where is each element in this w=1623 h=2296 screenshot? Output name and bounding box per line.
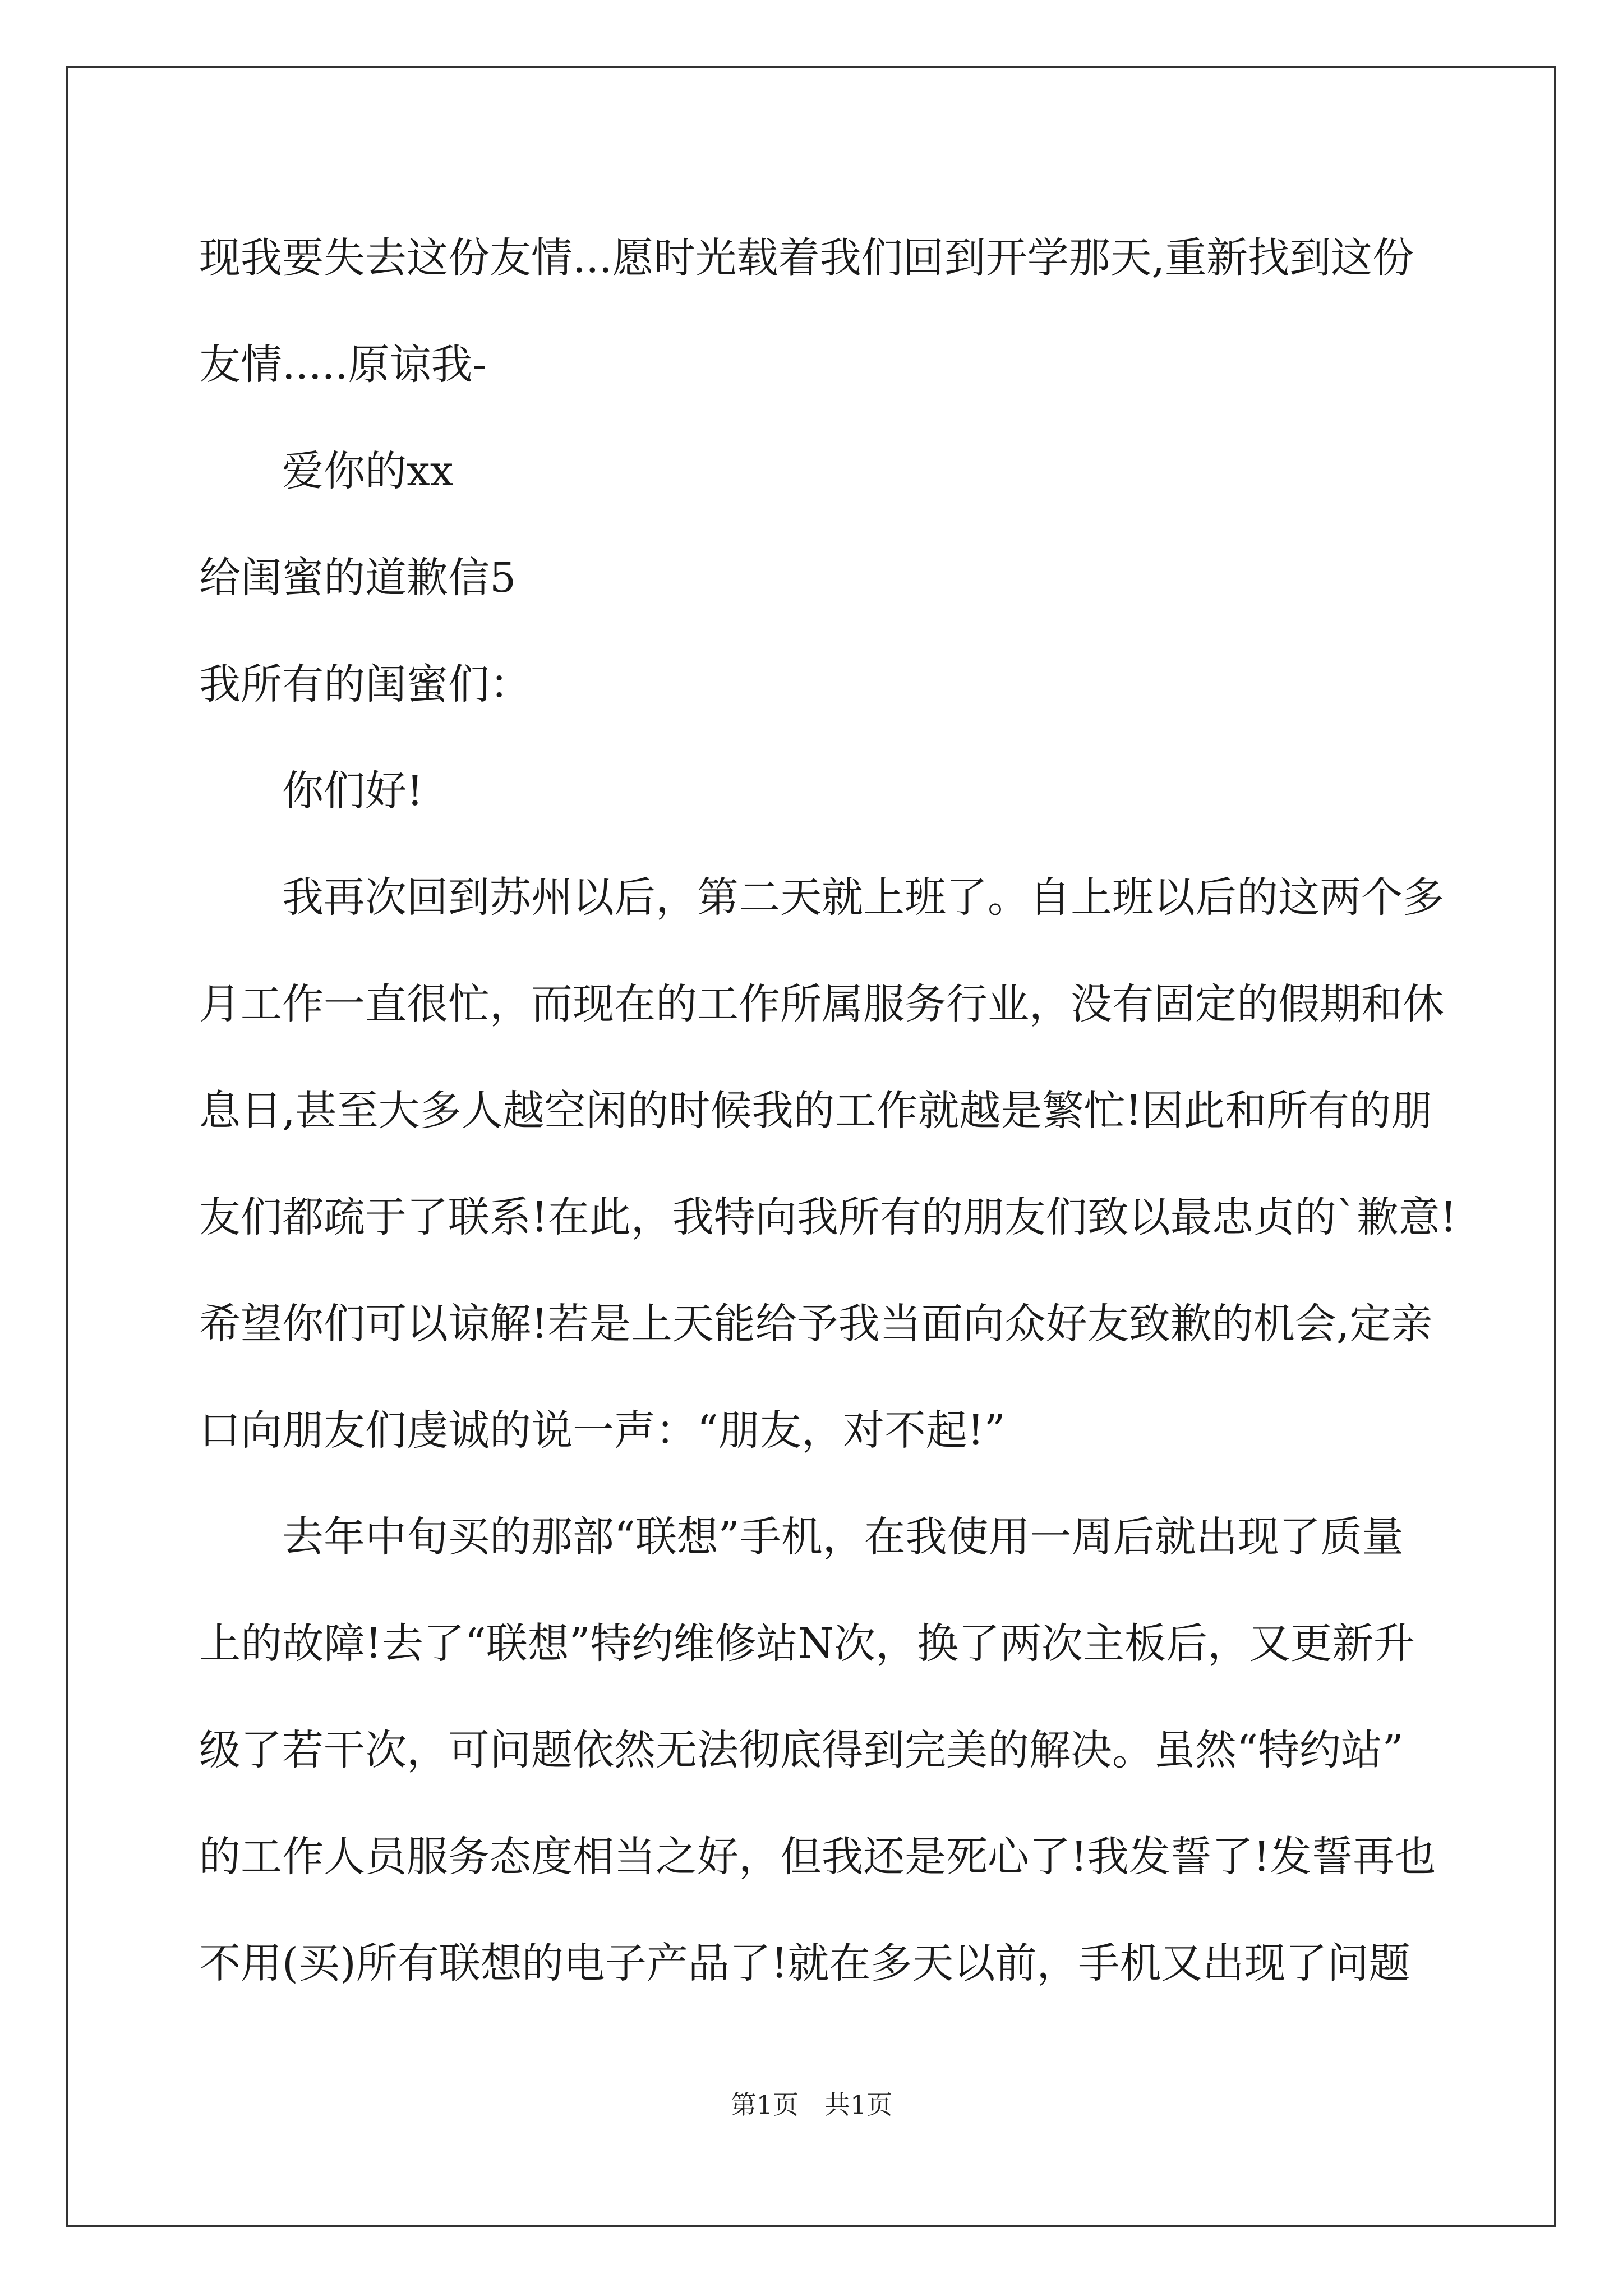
- text-line: 的工作人员服务态度相当之好，但我还是死心了!我发誓了!发誓再也: [199, 1833, 1436, 1881]
- greeting: 你们好!: [282, 767, 423, 815]
- page-number-footer: 第1页 共1页: [730, 2090, 893, 2120]
- text-line: 级了若干次，可问题依然无法彻底得到完美的解决。虽然“特约站”: [199, 1726, 1404, 1774]
- text-line: 我再次回到苏州以后，第二天就上班了。自上班以后的这两个多: [282, 873, 1444, 922]
- letter-title: 给闺蜜的道歉信5: [199, 554, 517, 602]
- text-line: 现我要失去这份友情...愿时光载着我们回到开学那天,重新找到这份: [199, 234, 1414, 282]
- text-line: 去年中旬买的那部“联想”手机，在我使用一周后就出现了质量: [282, 1513, 1404, 1561]
- text-line: 息日,甚至大多人越空闲的时候我的工作就越是繁忙!因此和所有的朋: [199, 1087, 1433, 1135]
- text-line: 友们都疏于了联系!在此，我特向我所有的朋友们致以最忠贞的`歉意!: [199, 1193, 1457, 1241]
- signature-line: 爱你的xx: [282, 447, 454, 495]
- salutation: 我所有的闺蜜们：: [199, 660, 531, 708]
- text-line: 口向朋友们虔诚的说一声：“朋友，对不起!”: [199, 1406, 1006, 1455]
- text-line: 月工作一直很忙，而现在的工作所属服务行业，没有固定的假期和休: [199, 980, 1444, 1028]
- text-line: 不用(买)所有联想的电子产品了!就在多天以前，手机又出现了问题: [199, 1939, 1410, 1987]
- text-line: 希望你们可以谅解!若是上天能给予我当面向众好友致歉的机会,定亲: [199, 1300, 1433, 1348]
- text-line: 上的故障!去了“联想”特约维修站N次，换了两次主板后，又更新升: [199, 1619, 1415, 1668]
- text-line: 友情.....原谅我-: [199, 341, 487, 389]
- letter-body: [199, 205, 1457, 2017]
